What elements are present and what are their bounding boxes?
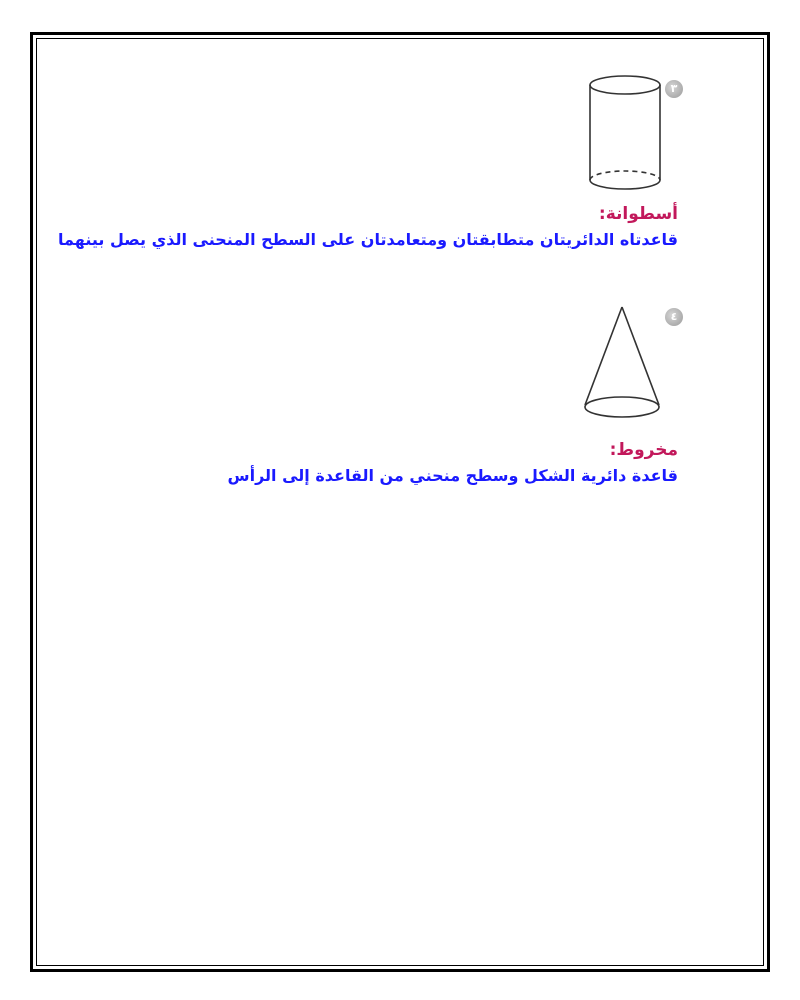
term-cone: مخروط: bbox=[609, 440, 678, 460]
section-number-badge: ٤ bbox=[665, 308, 683, 326]
cone-icon bbox=[580, 305, 664, 421]
cylinder-icon bbox=[584, 72, 666, 194]
section-number-badge: ٣ bbox=[665, 80, 683, 98]
term-cylinder: أسطوانة: bbox=[598, 204, 678, 224]
definition-cone: قاعدة دائرية الشكل وسطح منحني من القاعدة إلى الرأس bbox=[227, 466, 678, 485]
definition-cylinder: قاعدتاه الدائريتان متطابقتان ومتعامدتان على السطح المنحنى الذي يصل بينهما bbox=[58, 230, 678, 249]
